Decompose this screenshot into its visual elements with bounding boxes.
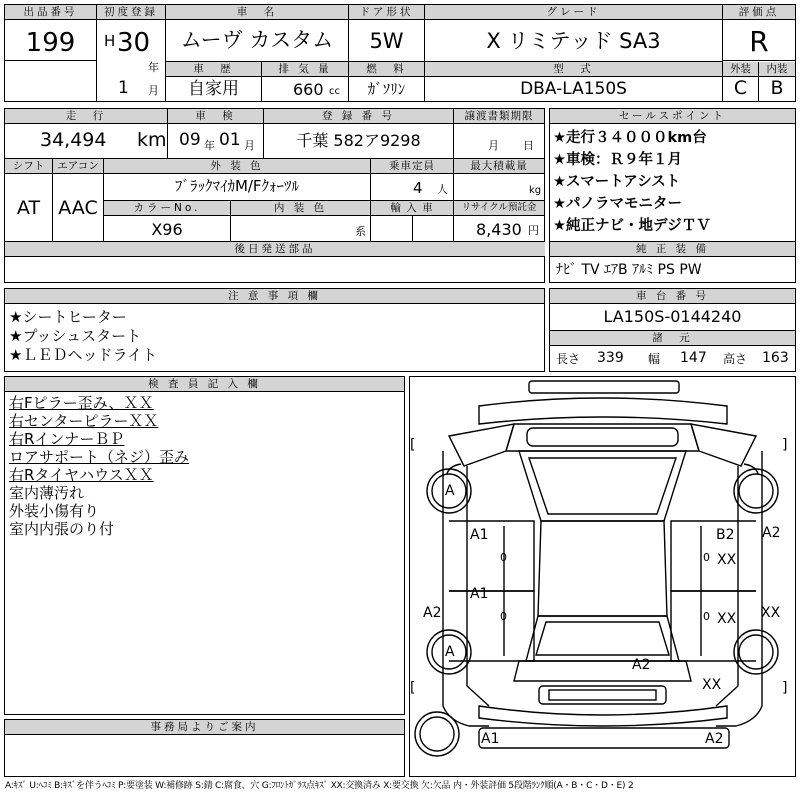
mark-rear-door-right-xx: XX bbox=[717, 611, 737, 627]
score-value: R bbox=[749, 25, 769, 58]
mark-front-door-right-b2: B2 bbox=[716, 527, 735, 543]
inspector-label: 検 査 員 記 入 欄 bbox=[5, 377, 404, 392]
recycle-value: 8,430 bbox=[476, 220, 522, 239]
int-label: 内装 bbox=[759, 62, 795, 77]
lot-number: 199 bbox=[25, 28, 76, 58]
mark-zero-1: 0 bbox=[500, 551, 507, 564]
mark-front-door-right-xx: XX bbox=[717, 552, 737, 568]
model-label: 型 式 bbox=[425, 62, 722, 77]
displacement-unit: cc bbox=[329, 86, 340, 97]
history-label: 車 歴 bbox=[166, 62, 261, 77]
ext-label: 外装 bbox=[723, 62, 758, 77]
transfer-label: 譲渡書類期限 bbox=[454, 109, 544, 124]
ac-value: AAC bbox=[58, 197, 98, 219]
color-label: 外 装 色 bbox=[104, 159, 370, 174]
door-label: ドア形状 bbox=[349, 5, 424, 20]
interior-label: 内 装 色 bbox=[231, 201, 370, 216]
height-value: 163 bbox=[762, 350, 789, 366]
transfer-month-unit: 月 bbox=[488, 139, 499, 152]
plate-number: 千葉 582ア9298 bbox=[296, 131, 421, 150]
recycle-unit: 円 bbox=[528, 224, 539, 237]
ac-label: エアコン bbox=[53, 159, 103, 174]
reg-label: 初度登録 bbox=[97, 5, 165, 20]
width-value: 147 bbox=[680, 350, 707, 366]
name-label: 車 名 bbox=[166, 5, 348, 20]
load-unit: kg bbox=[529, 185, 542, 196]
load-label: 最大積載量 bbox=[454, 159, 544, 174]
mark-rear-door-left: A1 bbox=[470, 586, 489, 602]
inspector-note-1: 右Fピラー歪み、ＸＸ bbox=[9, 394, 154, 412]
reg-era: H bbox=[104, 32, 116, 50]
ext-score: C bbox=[733, 77, 748, 99]
fuel-value: ｶﾞｿﾘﾝ bbox=[367, 80, 406, 98]
caution-item-1: ★シートヒーター bbox=[9, 308, 127, 326]
width-label: 幅 bbox=[648, 352, 661, 366]
door-type: 5W bbox=[369, 29, 404, 53]
capacity-unit: 人 bbox=[437, 183, 448, 196]
inspection-year-unit: 年 bbox=[204, 139, 215, 152]
inspection-label: 車 検 bbox=[168, 109, 263, 124]
dims-label: 諸 元 bbox=[550, 331, 795, 346]
mark-rear-center: A2 bbox=[632, 657, 651, 673]
inspector-note-4: ロアサポート（ネジ）歪み bbox=[9, 448, 190, 466]
mileage-value: 34,494 bbox=[40, 129, 107, 151]
inspector-note-8: 室内内張のり付 bbox=[9, 520, 115, 538]
fuel-label: 燃 料 bbox=[349, 62, 424, 77]
sales-point-4: ★パノラマモニター bbox=[553, 196, 682, 212]
legend-text: A:ｷｽﾞ U:ﾍｺﾐ B:ｷｽﾞを伴うﾍｺﾐ P:要塗装 W:補修跡 S:錆 C:腐食、穴 G:ﾌﾛﾝﾄｶﾞﾗｽ点ｷｽﾞ XX:交換済み X:要交換 欠:欠品 内・外装評価 5段階ﾗﾝｸ順(A・B・C・D・E) 2 bbox=[5, 781, 634, 791]
inspection-month-unit: 月 bbox=[244, 139, 255, 152]
capacity-label: 乗車定員 bbox=[371, 159, 453, 174]
sales-point-1: ★走行３４０００km台 bbox=[553, 130, 707, 146]
grade-value: X リミテッド SA3 bbox=[486, 29, 661, 53]
int-score: B bbox=[770, 77, 784, 99]
plate-label: 登 録 番 号 bbox=[264, 109, 453, 124]
sales-point-2: ★車検：Ｒ９年１月 bbox=[553, 152, 682, 168]
colorno-label: カラーNo. bbox=[104, 201, 230, 216]
mark-zero-4: 0 bbox=[703, 610, 710, 623]
reg-year: 30 bbox=[117, 28, 151, 58]
mileage-unit: km bbox=[137, 129, 167, 151]
sales-point-3: ★スマートアシスト bbox=[553, 174, 681, 190]
mark-rear-right: XX bbox=[702, 677, 722, 693]
sales-label: セールスポイント bbox=[550, 109, 795, 124]
equipment-label: 純 正 装 備 bbox=[550, 242, 795, 257]
car-diagram bbox=[409, 376, 796, 777]
inspector-note-6: 室内薄汚れ bbox=[9, 484, 85, 502]
mark-bottom-left: A1 bbox=[481, 731, 500, 747]
length-label: 長さ bbox=[556, 352, 581, 366]
car-name: ムーヴ カスタム bbox=[180, 28, 334, 52]
recycle-label: リサイクル預託金 bbox=[454, 201, 544, 216]
mark-tire-rl: A bbox=[445, 644, 455, 660]
office-label: 事務局よりご案内 bbox=[5, 720, 404, 735]
reg-year-unit: 年 bbox=[148, 61, 159, 74]
color-value: ﾌﾞﾗｯｸﾏｲｶM/Fｸｫｰﾂﾙ bbox=[174, 177, 300, 195]
capacity-value: 4 bbox=[413, 179, 423, 197]
bracket-right: ] bbox=[782, 437, 788, 453]
bracket-right-lower: ] bbox=[782, 680, 788, 696]
mark-left-fender: A2 bbox=[423, 605, 442, 621]
displacement-value: 660 bbox=[293, 80, 324, 99]
caution-item-3: ★ＬＥＤヘッドライト bbox=[9, 346, 157, 364]
bracket-left-lower: [ bbox=[410, 680, 416, 696]
displacement-label: 排 気 量 bbox=[262, 62, 348, 77]
chassis-label: 車 台 番 号 bbox=[550, 289, 795, 304]
mark-front-door-left: A1 bbox=[470, 527, 489, 543]
chassis-number: LA150S-0144240 bbox=[603, 307, 742, 326]
inspector-note-2: 右センターピラーＸＸ bbox=[9, 412, 159, 430]
inspector-note-7: 外装小傷有り bbox=[9, 502, 100, 520]
import-label: 輸 入 車 bbox=[371, 201, 453, 216]
inspector-note-3: 右RインナーＢＰ bbox=[9, 430, 125, 448]
grade-label: グレード bbox=[425, 5, 722, 20]
transfer-day-unit: 日 bbox=[523, 139, 534, 152]
shift-value: AT bbox=[16, 197, 41, 219]
caution-item-2: ★プッシュスタート bbox=[9, 327, 142, 345]
sales-point-5: ★純正ナビ・地デジＴＶ bbox=[553, 218, 711, 234]
inspector-note-5: 右RタイヤハウスＸＸ bbox=[9, 466, 154, 484]
colorno-value: X96 bbox=[151, 220, 183, 239]
height-label: 高さ bbox=[723, 352, 748, 366]
reg-month: 1 bbox=[118, 78, 129, 98]
score-label: 評価点 bbox=[723, 5, 795, 20]
equipment-value: ﾅﾋﾞ TV ｴｱB ｱﾙﾐ PS PW bbox=[556, 262, 702, 278]
interior-unit: 系 bbox=[355, 225, 366, 238]
inspection-month: 01 bbox=[219, 130, 241, 150]
later-parts-label: 後日発送部品 bbox=[5, 242, 545, 257]
history-value: 自家用 bbox=[188, 79, 239, 99]
model-value: DBA-LA150S bbox=[520, 79, 627, 99]
shift-label: シフト bbox=[5, 159, 52, 174]
lot-label: 出品番号 bbox=[5, 5, 96, 20]
mark-zero-3: 0 bbox=[703, 551, 710, 564]
bracket-left: [ bbox=[410, 437, 416, 453]
mark-right-quarter: XX bbox=[761, 605, 781, 621]
mark-zero-2: 0 bbox=[500, 610, 507, 623]
mark-right-fender: A2 bbox=[762, 525, 781, 541]
length-value: 339 bbox=[597, 350, 624, 366]
reg-month-unit: 月 bbox=[148, 84, 159, 97]
mark-tire-fl: A bbox=[445, 483, 455, 499]
mark-bottom-right: A2 bbox=[705, 731, 724, 747]
inspection-year: 09 bbox=[179, 130, 201, 150]
caution-label: 注 意 事 項 欄 bbox=[5, 289, 544, 304]
mileage-label: 走 行 bbox=[5, 109, 167, 124]
